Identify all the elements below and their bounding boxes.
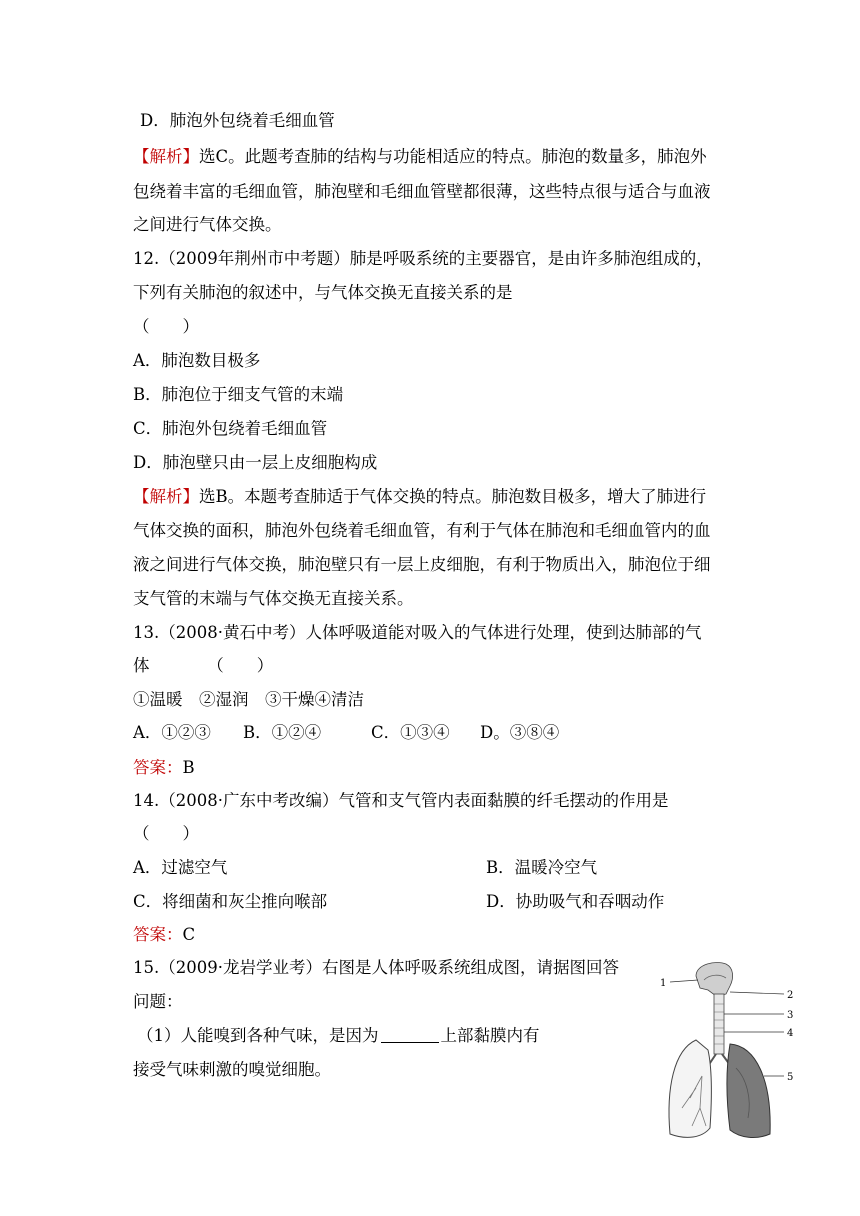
answer-blank: （ ） — [133, 824, 199, 843]
question-15-line: 问题： — [133, 992, 183, 1011]
analysis-text: 选B。本题考查肺适于气体交换的特点。肺泡数目极多，增大了肺进行 — [199, 487, 707, 506]
option-c: C．肺泡外包绕着毛细血管 — [133, 419, 328, 438]
answer-label: 答案： — [133, 925, 183, 944]
question-12-line: 12.（2009年荆州市中考题）肺是呼吸系统的主要器官，是由许多肺泡组成的， — [133, 249, 713, 268]
question-15-sub-1: 接受气味刺激的嗅觉细胞。 — [133, 1060, 331, 1079]
sub-1-text: （1）人能嗅到各种气味，是因为 — [137, 1026, 379, 1045]
label-5: 5 — [787, 1072, 794, 1083]
label-1: 1 — [660, 978, 667, 989]
label-2: 2 — [787, 990, 794, 1001]
analysis-line: 液之间进行气体交换，肺泡壁只有一层上皮细胞，有利于物质出入，肺泡位于细 — [133, 555, 711, 574]
answer-line — [133, 925, 195, 945]
answer-label: 答案： — [133, 758, 183, 777]
answer-blank: （ ） — [133, 317, 199, 336]
question-12-line: 下列有关肺泡的叙述中，与气体交换无直接关系的是 — [133, 283, 513, 302]
respiratory-system-diagram — [656, 958, 806, 1148]
analysis-line: 支气管的末端与气体交换无直接关系。 — [133, 589, 414, 608]
question-15-sub-1 — [137, 1026, 540, 1046]
analysis-text: 选C。此题考查肺的结构与功能相适应的特点。肺泡的数量多，肺泡外 — [199, 147, 707, 166]
analysis-line: 气体交换的面积，肺泡外包绕着毛细血管，有利于气体在肺泡和毛细血管内的血 — [133, 521, 711, 540]
question-13-line: 13.（2008·黄石中考）人体呼吸道能对吸入的气体进行处理，使到达肺部的气 — [133, 623, 702, 642]
question-13-line: 体 （ ） — [133, 656, 274, 675]
label-4: 4 — [787, 1028, 794, 1039]
option-a: A．过滤空气 — [133, 858, 228, 877]
fill-blank[interactable] — [381, 1026, 439, 1043]
question-15-line: 15.（2009·龙岩学业考）右图是人体呼吸系统组成图，请据图回答 — [133, 958, 619, 977]
option-a: A．肺泡数目极多 — [133, 351, 261, 370]
option-b: B．肺泡位于细支气管的末端 — [133, 385, 344, 404]
answer-line — [133, 758, 195, 778]
option-d-line: D．肺泡外包绕着毛细血管 — [140, 111, 335, 130]
analysis-line — [133, 147, 707, 167]
answer-text: B — [182, 758, 195, 777]
analysis-line — [133, 487, 706, 507]
option-d: D。③⑧④ — [480, 723, 560, 742]
sub-1-text-2: 上部黏膜内有 — [440, 1026, 540, 1045]
analysis-label: 【解析】 — [133, 147, 199, 166]
analysis-line: 之间进行气体交换。 — [133, 215, 282, 234]
option-b: B．①②④ — [243, 723, 322, 742]
option-d: D．肺泡壁只由一层上皮细胞构成 — [133, 453, 378, 472]
question-14-line: 14.（2008·广东中考改编）气管和支气管内表面黏膜的纤毛摆动的作用是 — [133, 791, 669, 810]
analysis-label: 【解析】 — [133, 487, 199, 506]
analysis-line: 包绕着丰富的毛细血管，肺泡壁和毛细血管壁都很薄，这些特点很与适合与血液 — [133, 182, 711, 201]
option-a: A．①②③ — [133, 723, 211, 742]
option-c: C．将细菌和灰尘推向喉部 — [133, 892, 328, 911]
option-b: B．温暖冷空气 — [486, 858, 598, 877]
choices-line: ①温暖 ②湿润 ③干燥④清洁 — [133, 690, 364, 709]
answer-text: C — [182, 925, 196, 944]
label-3: 3 — [787, 1010, 794, 1021]
option-c: C．①③④ — [371, 723, 450, 742]
option-d: D．协助吸气和吞咽动作 — [486, 892, 665, 911]
